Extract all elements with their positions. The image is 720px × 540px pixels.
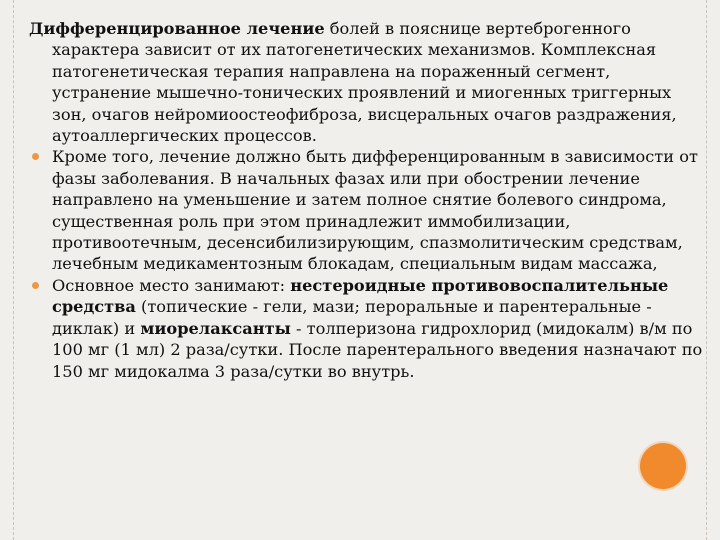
- paragraph3-text2: - толперизона гидрохлорид (мидокалм) в/м по 100 мг (1 мл) 2 раза/сутки. После парентерального введения назначают по 150 мг мидокалма 3 раза/сутки во внутрь.: [52, 318, 703, 381]
- paragraph3-intro: Основное место занимают:: [52, 275, 291, 295]
- paragraph2-text: Кроме того, лечение должно быть дифференцированным в зависимости от фазы заболевания. В начальных фазах или при обострении лечение направлено на уменьшение и затем полное снятие болевого синдрома, существенная роль при этом принадлежит иммобилизации, противоотечным, десенсибилизирующим, спазмолитическим средствам, лечебным медикаментозным блокадам, специальным видам массажа,: [52, 147, 698, 274]
- bullet-icon: [32, 153, 39, 160]
- paragraph3-text1: (топические - гели, мази; пероральные и парентеральные - диклак) и: [52, 297, 652, 338]
- paragraph1-lead: Дифференцированное лечение: [29, 19, 325, 38]
- slide-body: [24, 18, 704, 382]
- accent-circle-decoration: [640, 443, 686, 489]
- right-dashed-border: [706, 0, 707, 540]
- left-dashed-border: [13, 0, 14, 540]
- bullet-icon: [32, 282, 39, 289]
- paragraph-disease-phase: [24, 146, 704, 274]
- paragraph1-text: болей в пояснице вертеброгенного характера зависит от их патогенетических механизмов. Комплексная патогенетическая терапия направлена на пораженный сегмент, устранение мышечно-тонических проявлений и миогенных триггерных зон, очагов нейромиоостеофиброза, висцеральных очагов раздражения, аутоаллергических процессов.: [52, 19, 677, 146]
- paragraph3-nsaid: нестероидные противовоспалительные средства: [52, 275, 669, 317]
- paragraph-main-drugs: [24, 275, 704, 382]
- paragraph-differentiated-treatment: [24, 18, 704, 146]
- paragraph3-muscle-relaxants: миорелаксанты: [140, 318, 291, 338]
